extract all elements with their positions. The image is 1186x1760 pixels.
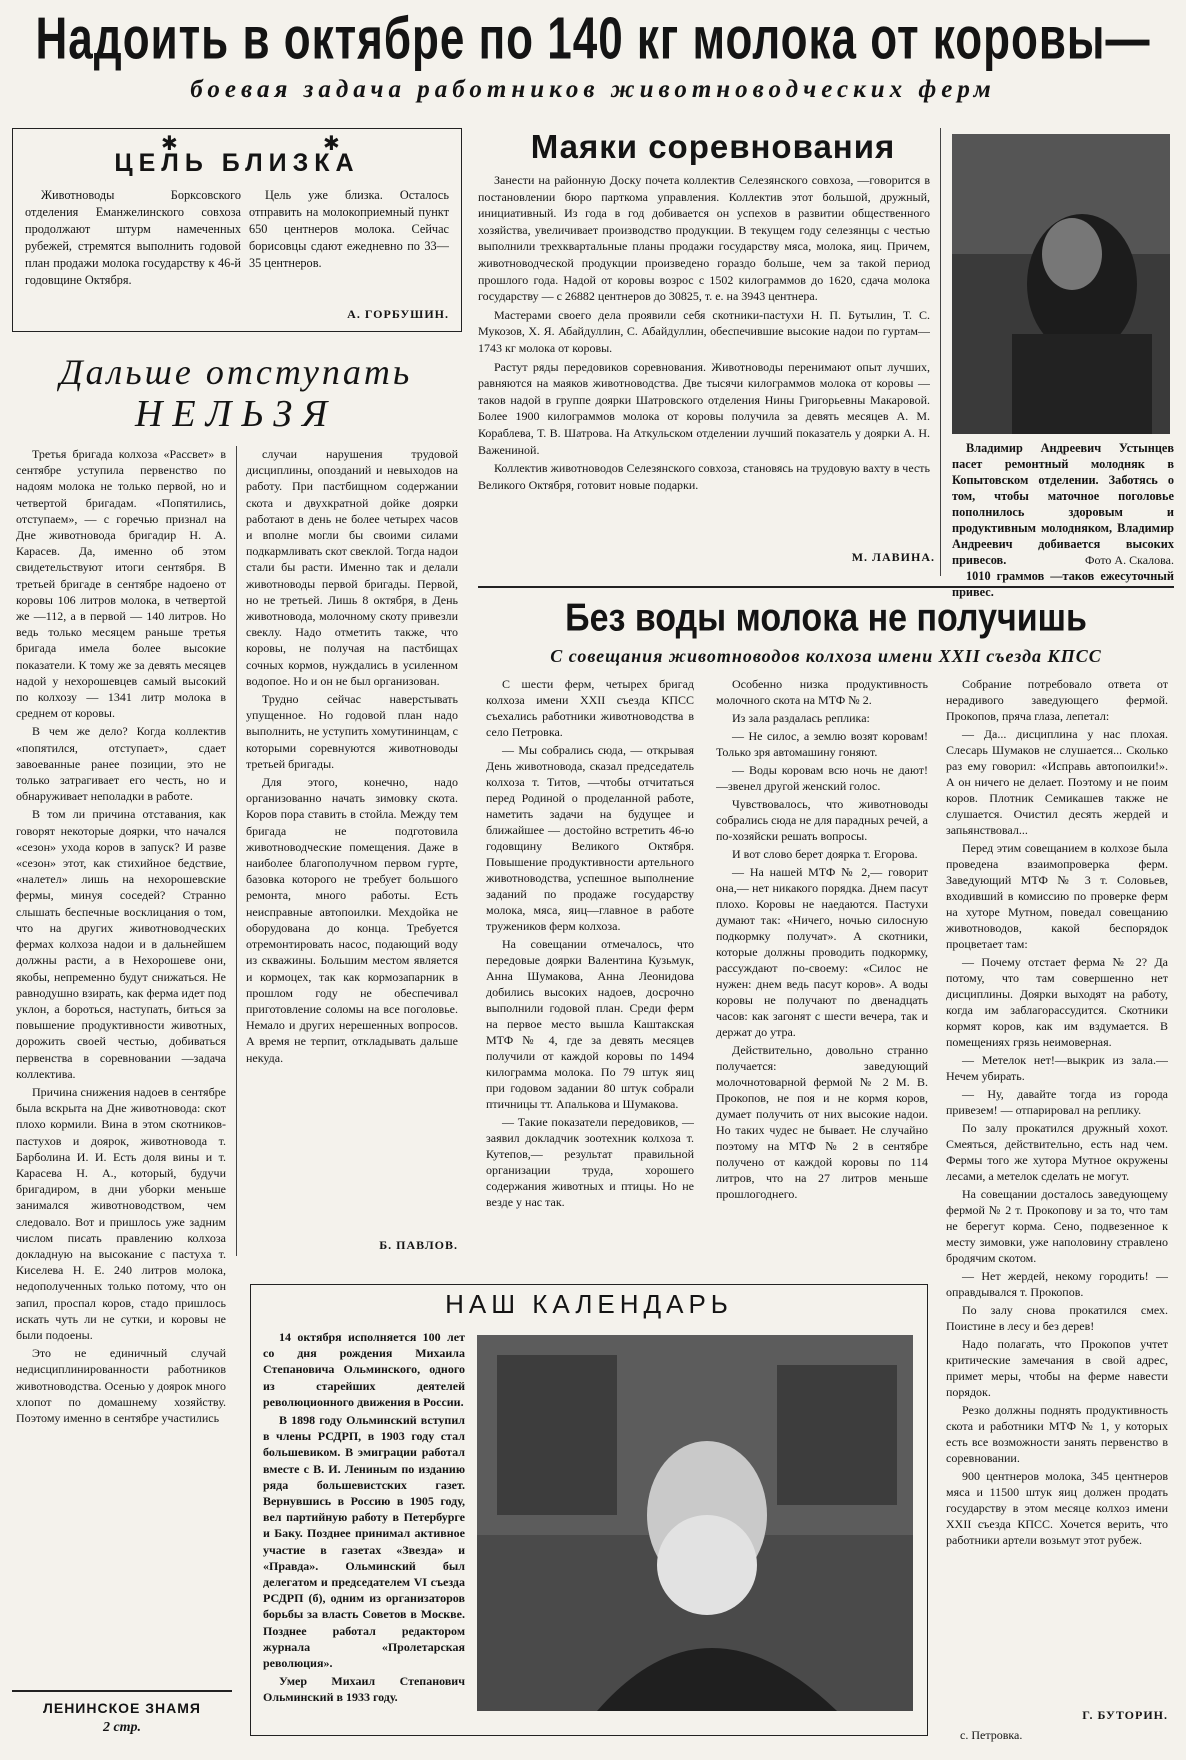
beacons-title: Маяки соревнования bbox=[530, 128, 896, 165]
calendar-text: 14 октября исполняется 100 лет со дня рождения Михаила Степановича Ольминского, одного из старейших деятелей революционного движения в России. В 1898 году Ольминский вступил в члены РСДРП, в 1903 году стал большевиком. В эмиграции работал вместе с В. И. Лениным по изданию ряда большевистских газет. Вернувшись в Россию в 1905 году, вел партийную работу в Петербурге и Баку. Позднее принимал активное участие в газетах «Звезда» и «Правда». Ольминский был делегатом и председателем VI съезда РСДРП (б), одним из организаторов борьбы за власть Советов в Москве. Позднее работал редактором журнала «Пролетарская революция». Умер Михаил Степанович Ольминский в 1933 году. bbox=[263, 1330, 465, 1705]
section-rule bbox=[478, 586, 1174, 588]
herdsman-photo-image bbox=[952, 134, 1170, 434]
olminsky-portrait-image bbox=[477, 1335, 913, 1711]
olminsky-portrait bbox=[477, 1335, 913, 1711]
retreat-col-2: случаи нарушения трудовой дисциплины, опозданий и невыходов на работу. При пастбищном содержании скота и двухкратной дойке доярки работают в день не более четырех часов и вполне могли бы своими силами подкармливать скот свеклой. Тогда надои стали бы расти. Именно так и делали животноводы первой бригады. Первой, но не третьей. Лишь 8 октября, в День животновода, молочному скоту привезли свеклу. Надо отметить также, что коровы, не получая на пастбищах сочных кормов, нуждались в усиленном водопое. Но и он не был организован. Трудно сейчас наверстывать упущенное. Но годовой план надо выполнить, не уступить хомутининцам, с которыми соревнуются животноводы третьей бригады. Для этого, конечно, надо организованно начать зимовку скота. Коров пора ставить в стойла. Между тем бригада не подготовила животноводческие помещения. Даже в наиболее благополучном первом гурте, базовка которого не требует большого ремонта, много работы. Есть неисправные автопоилки. Мехдойка не оборудована до конца. Требуется отремонтировать насос, подающий воду из скважины. Большим местом является и кормоцех, так как кормозапарник в прошлом году не обеспечивал приготовление соломы на все поголовье. Немало и других нерешенных вопросов. А время не терпит, откладывать дальше некуда. bbox=[246, 447, 458, 1065]
goal-title: ЦЕЛЬ БЛИЗКА bbox=[114, 149, 360, 177]
water-subtitle: С совещания животноводов колхоза имени XXII съезда КПСС bbox=[550, 646, 1102, 666]
retreat-title: Дальше отступать НЕЛЬЗЯ bbox=[59, 352, 413, 435]
water-author: Г. БУТОРИН. bbox=[1082, 1708, 1168, 1722]
footer-paper-name: ЛЕНИНСКОЕ ЗНАМЯ bbox=[43, 1700, 201, 1716]
star-icon: ✱ bbox=[161, 133, 178, 155]
calendar-box bbox=[250, 1284, 928, 1736]
footer-rule bbox=[12, 1690, 232, 1692]
footer-page-number: 2 стр. bbox=[102, 1720, 142, 1735]
water-col-3: Собрание потребовало ответа от нерадивого заведующего фермой. Прокопов, пряча глаза, лепетал: — Да... дисциплина у нас плохая. Слесарь Шумаков не слушается... Сколько раз ему говорил: «Исправь автопоилки!». А он ничего не делает. Поэтому и не поим коров. Плотник Семикашев также не слушается. Очистил десять жердей и запьянствовал... Перед этим совещанием в колхозе была проведена взаимопроверка ферм. Заведующий МТФ № 3 т. Соловьев, входивший в комиссию по проверке ферм на хуторе Мутном, поведал совещанию животноводов, какой беспорядок процветает там: — Почему отстает ферма № 2? Да потому, что там совершенно нет дисциплины. Доярки выходят на работу, когда им заблагорассудится. Скотники кормят коров, как им вздумается. В помещениях грязь неимоверная. — Метелок нет!—выкрик из зала.— Нечем убирать. — Ну, давайте тогда из города привезем! — отпарировал на реплику. По залу прокатился дружный хохот. Смеяться, действительно, есть над чем. Фермы того же хутора Мутное окружены лесами, а метелок сделать не могут. На совещании досталось заведующему фермой № 2 т. Прокопову и за то, что там не берегут корма. Сено, подвезенное к месту зимовки, уже наполовину стравлено бродячим скотом. — Нет жердей, некому городить! — оправдывался т. Прокопов. По залу снова прокатился смех. Поистине в лесу и без дерев! Надо полагать, что Прокопов учтет критические замечания в свой адрес, примет меры, чтобы на ферме навести порядок. Резко должны поднять продуктивность скота и работники МТФ № 1, у которых есть все возможности занять первенство в соревновании. 900 центнеров молока, 345 центнеров мяса и 11500 штук яиц должен продать государству в этом месяце колхоз имени XXII съезда КПСС. Хочется верить, что работники артели возьмут этот рубеж. bbox=[946, 677, 1168, 1547]
photo-caption: Владимир Андреевич Устынцев пасет ремонтный молодняк в Копытовском отделении. Заботясь о том, чтобы маточное поголовье пополнилось здоровым и продуктивным молодняком, Владимир Андреевич добивается высоких привесов. 1010 граммов —таков ежесуточный привес. bbox=[952, 441, 1174, 599]
water-col-1: С шести ферм, четырех бригад колхоза имени XXII съезда КПСС съехались работники животноводства в село Петровка. — Мы собрались сюда, — открывая День животновода, сказал председатель колхоза т. Титов, —чтобы отчитаться перед Родиной о проделанной работе, наметить задачи на будущее и ближайшее — достойно встретить 46-ю годовщину Великого Октября. Повышение продуктивности артельного животноводства, успешное выполнение заданий по продаже государству молока, мяса, яиц—главное в работе тружеников ферм колхоза. На совещании отмечалось, что передовые доярки Валентина Кузьмук, Анна Шумакова, Анна Леонидова добились высоких надоев, досрочно выполнили годовой план. Среди ферм на первое место вышла Каштакская МТФ № 4, где за девять месяцев получили от каждой коровы по 1494 килограмма молока. По 79 штук яиц при годовом задании 80 штук собрали птичницы тт. Апалькова и Шумакова. — Такие показатели передовиков, — заявил докладчик зоотехник колхоза т. Кутепов,— результат правильной организации труда, хорошего содержания животных и птицы. Но не везде у нас так. bbox=[486, 677, 694, 1209]
main-headline: Надоить в октябре по 140 кг молока от коровы— bbox=[35, 5, 1151, 73]
goal-article bbox=[12, 128, 462, 332]
photo-credit: Фото А. Скалова. bbox=[1085, 553, 1174, 567]
star-icon: ✱ bbox=[323, 133, 340, 155]
calendar-title: НАШ КАЛЕНДАРЬ bbox=[445, 1289, 733, 1319]
retreat-col-1: Третья бригада колхоза «Рассвет» в сентябре уступила первенство по надоям молока не только первой, но и четвертой бригадам. «Попятились, отступаем», — с горечью признал на Дне животновода бригадир Н. А. Карасев. Да, именно об этом свидетельствуют итоги сентября. В третьей бригаде в сентябре надоено от коровы 106 литров молока, в четвертой же —112, а в первой — 140 литров. Но ведь только месяцем раньше третья бригада имела более высокие показатели. К тому же за девять месяцев надой у нехорошевцев самый высокий по колхозу — 1341 литр молока в среднем от коровы. В чем же дело? Когда коллектив «попятился, отступает», сдает завоеванные ранее позиции, это не только затрагивает его честь, но и обнаруживает неполадки в работе. В том ли причина отставания, как говорят некоторые доярки, что начался «сезон» ухода коров в запуск? И разве «сезон» этот, как стихийное бедствие, «налетел» лишь на нехорошевские фермы, минуя соседей? Странно слышать беспечные восклицания о том, что на других животноводческих фермах колхоза надои и в дальнейшем должны расти, а в Нехорошеве они, якобы, непременно будут снижаться. Не равнодушно взирать, как ферма идет под уклон, а бороться, наступать, биться за повышение продуктивности животных, дорожить своей честью, добиваться первенства в соревновании —задача коллектива. Причина снижения надоев в сентябре была вскрыта на Дне животновода: скот плохо кормили. Вина в этом скотников-пастухов и доярок, животновода т. Барболина И. И. Есть доля вины и т. Карасева Н. А., который, будучи бригадиром, в дни уборки меньше занимался животноводством, чем следовало. Вот и пришлось уже задним числом писать правлению колхоза докладную на высокание с пастуха т. Киселева Н. Е. 240 литров молока, недополученных только потому, что он запил, проспал коров, стадо пришлось искать чуть ли не сутки, и коровы не были подоены. Это не единичный случай недисциплинированности работников животноводства. Осенью у доярок много хлопот по домашнему хозяйству. Поэтому именно в сентябре участились bbox=[16, 447, 226, 1425]
goal-right-text: Цель уже близка. Осталось отправить на молокоприемный пункт 650 центнеров молока. Сейчас борисовцы сдают ежедневно по 33—35 центнеров. bbox=[249, 188, 449, 270]
water-col-2: Особенно низка продуктивность молочного скота на МТФ № 2. Из зала раздалась реплика: — Не силос, а землю возят коровам! Только зря автомашину гоняют. — Воды коровам всю ночь не дают!—звенел другой женский голос. Чувствовалось, что животноводы собрались сюда не для парадных речей, а по-хозяйски решать вопросы. И вот слово берет доярка т. Егорова. — На нашей МТФ № 2,— говорит она,— нет никакого порядка. Днем пасут плохо. Коровы не наедаются. Пастухи думают так: «Ничего, ночью силосную подкормку получат». А скотники, которые должны проводить подкормку, рассуждают по-своему: «Силос не нужен: днем ведь пасут коров». А воды коровы не получают по двенадцать часов: как загонят с шести вечера, так и держат до утра. Действительно, довольно странно получается: заведующий молочнотоварной фермой № 2 М. В. Прокопов, не поя и не кормя коров, думает получить от них высокие надои. Но таких чудес не бывает. Не случайно поэтому на МТФ № 2 в сентябре получено от каждой коровы по 114 литров, что на 27 литров меньше прошлогоднего. bbox=[716, 677, 928, 1201]
column-divider bbox=[940, 128, 941, 576]
water-place: с. Петровка. bbox=[960, 1728, 1023, 1742]
goal-left-text: Животноводы Борксовского отделения Еманжелинского совхоза продолжают штурм намеченных рубежей, стремятся выполнить годовой план продажи молока государству к 46-й годовщине Октября. bbox=[25, 188, 241, 287]
beacons-author: М. ЛАВИНА. bbox=[851, 550, 935, 564]
goal-author: А. ГОРБУШИН. bbox=[347, 307, 449, 321]
beacons-body: Занести на районную Доску почета коллектив Селезянского совхоза, —говорится в постановлении бюро парткома управления. Коллектив этот большой, дружный, инициативный. Из года в год добивается он успехов в развитии общественного хозяйства, увеличивает производство продукции. В текущем году селезянцы с честью выполнили трехквартальные планы продажи государству мяса, молока, яиц. Причем, животноводческой продукции произведено гораздо больше, чем за такой период прошлого года. Надой от коровы возрос с 1502 килограммов до 1620, сдача молока государству — с 26882 центнеров до 30825, т. е. на 3943 центнера. Мастерами своего дела проявили себя скотники-пастухи Н. П. Бутылин, Т. С. Мукозов, Х. Я. Абайдуллин, С. Абайдуллин, обеспечившие высокие надои по гуртам—1743 кг молока от коровы. Растут ряды передовиков соревнования. Животноводы перенимают опыт лучших, равняются на маяков животноводства. Две тысячи килограммов молока от коровы —таков надой в группе доярки Шатровского отделения Нины Григорьевны Макаровой. Более 1900 килограммов молока от коровы получила за девять месяцев А. М. Кораблева, Т. В. Шатрова. На Аткульском отделении лучший показатель у доярки А. Н. Важениной. Коллектив животноводов Селезянского совхоза, становясь на трудовую вахту в честь Великого Октября, готовит новые подарки. bbox=[478, 173, 930, 492]
retreat-author: Б. ПАВЛОВ. bbox=[379, 1238, 458, 1252]
column-divider bbox=[236, 446, 237, 1256]
herdsman-photo bbox=[952, 134, 1170, 434]
water-title: Без воды молока не получишь bbox=[565, 596, 1087, 640]
main-subheadline: боевая задача работников животноводческих ферм bbox=[190, 76, 996, 103]
